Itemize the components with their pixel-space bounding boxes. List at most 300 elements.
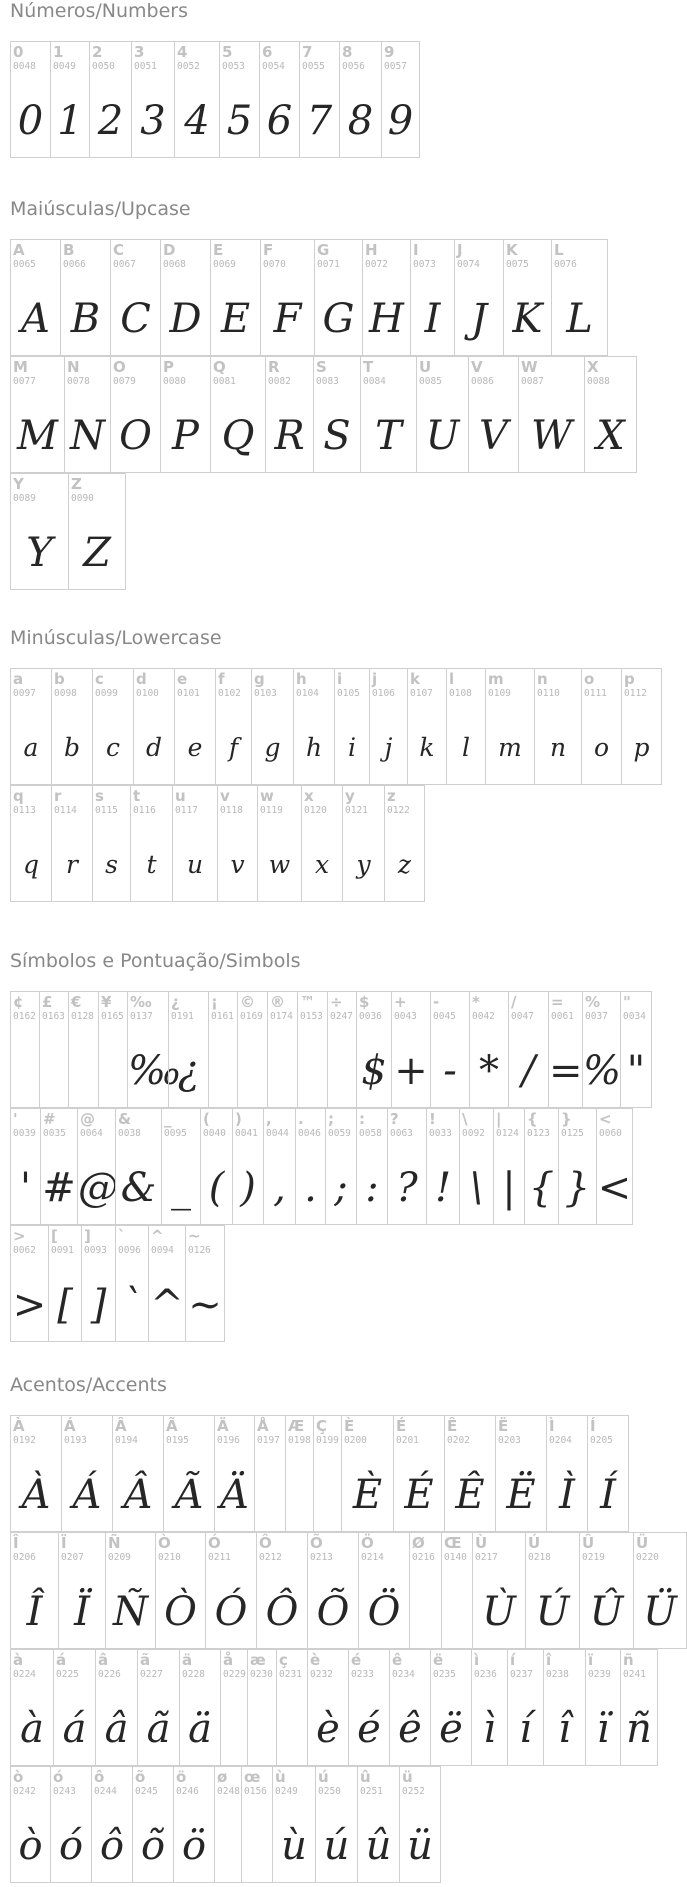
glyph-cell xyxy=(558,1108,596,1225)
glyph-sample: Õ xyxy=(316,1589,350,1635)
character-label: ¢ xyxy=(13,993,24,1011)
character-label: . xyxy=(298,1110,304,1128)
character-code: 0102 xyxy=(218,688,241,699)
character-code: 0053 xyxy=(222,61,245,72)
character-code: 0244 xyxy=(94,1786,117,1797)
glyph-cell xyxy=(393,1415,444,1532)
character-code: 0079 xyxy=(113,376,136,387)
section xyxy=(0,950,646,1328)
character-code: 0060 xyxy=(599,1128,622,1139)
glyph-sample: à xyxy=(20,1706,44,1752)
character-code: 0213 xyxy=(310,1552,333,1563)
glyph-sample: " xyxy=(626,1048,646,1094)
character-label: : xyxy=(359,1110,365,1128)
glyph-sample: Ù xyxy=(482,1589,516,1635)
character-label: Q xyxy=(213,358,226,376)
glyph-cell xyxy=(10,668,51,785)
glyph-sample: W xyxy=(530,413,573,459)
character-label: x xyxy=(304,787,314,805)
character-code: 0101 xyxy=(177,688,200,699)
glyph-sample: E xyxy=(220,296,251,342)
glyph-cell xyxy=(210,239,260,356)
character-code: 0100 xyxy=(136,688,159,699)
glyph-cell xyxy=(185,1225,225,1342)
glyph-cell xyxy=(495,1415,546,1532)
glyph-cell xyxy=(137,1649,179,1766)
glyph-cell xyxy=(174,668,215,785)
character-label: H xyxy=(365,241,378,259)
glyph-cell xyxy=(339,41,381,158)
character-label: Ï xyxy=(61,1534,67,1552)
character-label: @ xyxy=(80,1110,95,1128)
glyph-sample: k xyxy=(419,733,435,762)
glyph-sample: } xyxy=(564,1165,591,1211)
character-label: Ù xyxy=(475,1534,488,1552)
glyph-sample: á xyxy=(62,1706,87,1752)
character-label: ; xyxy=(328,1110,334,1128)
glyph-cell xyxy=(369,668,407,785)
glyph-grid xyxy=(10,1415,687,1883)
character-code: 0077 xyxy=(13,376,36,387)
character-code: 0033 xyxy=(429,1128,452,1139)
glyph-sample: ! xyxy=(434,1165,452,1211)
glyph-sample: $ xyxy=(361,1048,387,1094)
character-code: 0124 xyxy=(496,1128,519,1139)
character-code: 0239 xyxy=(588,1669,611,1680)
glyph-cell xyxy=(446,668,485,785)
glyph-sample: Ñ xyxy=(113,1589,148,1635)
character-label: 7 xyxy=(302,43,313,61)
character-label: ì xyxy=(474,1651,480,1669)
glyph-cell xyxy=(267,991,297,1108)
glyph-cell xyxy=(232,1108,263,1225)
glyph-cell xyxy=(115,1108,161,1225)
character-label: ï xyxy=(588,1651,594,1669)
character-label: t xyxy=(133,787,141,805)
glyph-sample: ú xyxy=(323,1823,350,1869)
section-title: Minúsculas/Lowercase xyxy=(10,627,222,649)
character-label: W xyxy=(521,358,538,376)
glyph-row xyxy=(10,991,652,1108)
character-label: Ñ xyxy=(108,1534,121,1552)
glyph-cell xyxy=(468,356,518,473)
glyph-cell xyxy=(384,785,425,902)
section-title: Símbolos e Pontuação/Simbols xyxy=(10,950,301,972)
character-label: ü xyxy=(402,1768,413,1786)
character-label: á xyxy=(56,1651,67,1669)
glyph-sample: g xyxy=(264,733,281,762)
glyph-cell xyxy=(596,1108,633,1225)
character-code: 0062 xyxy=(13,1245,36,1256)
glyph-sample: ô xyxy=(99,1823,125,1869)
character-code: 0097 xyxy=(13,688,36,699)
character-label: B xyxy=(63,241,75,259)
glyph-cell xyxy=(503,239,551,356)
character-label: õ xyxy=(135,1768,146,1786)
glyph-sample: ? xyxy=(396,1165,418,1211)
character-label: I xyxy=(413,241,419,259)
character-label: Û xyxy=(582,1534,595,1552)
character-label: Â xyxy=(115,1417,127,1435)
glyph-cell xyxy=(263,1108,295,1225)
glyph-sample: 5 xyxy=(226,98,253,144)
character-label: ] xyxy=(84,1227,91,1245)
character-label: Ã xyxy=(166,1417,178,1435)
glyph-sample: R xyxy=(274,413,305,459)
glyph-sample: ã xyxy=(146,1706,171,1752)
glyph-sample: ù xyxy=(281,1823,307,1869)
character-label: * xyxy=(472,993,480,1011)
glyph-row xyxy=(10,1415,687,1532)
character-code: 0248 xyxy=(217,1786,240,1797)
glyph-cell xyxy=(130,785,172,902)
character-label: ó xyxy=(53,1768,64,1786)
character-label: œ xyxy=(244,1768,261,1786)
character-code: 0080 xyxy=(163,376,186,387)
character-label: l xyxy=(449,670,455,688)
character-code: 0118 xyxy=(220,805,243,816)
glyph-sample: _ xyxy=(171,1165,191,1211)
glyph-sample: : xyxy=(365,1165,379,1211)
character-label: v xyxy=(220,787,230,805)
glyph-sample: Ó xyxy=(214,1589,248,1635)
glyph-sample: 1 xyxy=(57,98,83,144)
glyph-sample: T xyxy=(375,413,402,459)
character-code: 0156 xyxy=(244,1786,267,1797)
character-code: 0048 xyxy=(13,61,36,72)
character-code: 0220 xyxy=(636,1552,659,1563)
glyph-cell xyxy=(360,356,416,473)
character-code: 0116 xyxy=(133,805,156,816)
character-label: ® xyxy=(270,993,285,1011)
character-code: 0201 xyxy=(396,1435,419,1446)
glyph-sample: w xyxy=(268,850,291,879)
glyph-sample: ä xyxy=(188,1706,212,1752)
character-code: 0038 xyxy=(118,1128,141,1139)
glyph-cell xyxy=(92,668,133,785)
glyph-sample: y xyxy=(356,850,371,879)
glyph-cell xyxy=(307,1649,348,1766)
glyph-sample: C xyxy=(120,296,151,342)
character-code: 0057 xyxy=(384,61,407,72)
section-title: Números/Numbers xyxy=(10,0,188,22)
character-label: Ë xyxy=(498,1417,509,1435)
glyph-cell xyxy=(205,1532,256,1649)
character-label: ' xyxy=(13,1110,18,1128)
character-label: Ô xyxy=(259,1534,272,1552)
character-label: a xyxy=(13,670,24,688)
character-code: 0049 xyxy=(53,61,76,72)
glyph-sample: 7 xyxy=(306,98,333,144)
glyph-cell xyxy=(51,668,92,785)
glyph-sample: 3 xyxy=(140,98,166,144)
character-label: Z xyxy=(71,475,82,493)
character-code: 0099 xyxy=(95,688,118,699)
character-label: h xyxy=(296,670,307,688)
character-code: 0119 xyxy=(260,805,283,816)
glyph-cell xyxy=(210,356,265,473)
character-label: > xyxy=(13,1227,26,1245)
character-code: 0123 xyxy=(527,1128,550,1139)
character-label: Ø xyxy=(412,1534,425,1552)
glyph-row xyxy=(10,1108,652,1225)
character-code: 0046 xyxy=(298,1128,321,1139)
glyph-cell xyxy=(314,239,362,356)
character-code: 0250 xyxy=(318,1786,341,1797)
glyph-cell xyxy=(430,1649,471,1766)
glyph-cell xyxy=(160,239,210,356)
character-code: 0218 xyxy=(528,1552,551,1563)
character-label: © xyxy=(240,993,255,1011)
glyph-cell xyxy=(348,1649,389,1766)
character-label: í xyxy=(510,1651,516,1669)
glyph-sample: Ã xyxy=(174,1472,204,1518)
character-code: 0091 xyxy=(51,1245,74,1256)
glyph-sample: Z xyxy=(83,530,111,576)
glyph-cell xyxy=(133,668,174,785)
character-label: # xyxy=(43,1110,56,1128)
character-label: Ì xyxy=(549,1417,555,1435)
character-label: ö xyxy=(176,1768,187,1786)
glyph-cell xyxy=(214,1415,254,1532)
character-label: ? xyxy=(390,1110,399,1128)
glyph-cell xyxy=(485,668,534,785)
glyph-cell xyxy=(518,356,584,473)
glyph-sample: n xyxy=(549,733,567,762)
glyph-cell xyxy=(444,1415,495,1532)
glyph-cell xyxy=(48,1225,81,1342)
character-code: 0104 xyxy=(296,688,319,699)
glyph-sample: Û xyxy=(589,1589,624,1635)
glyph-sample: ‰ xyxy=(128,1048,182,1094)
glyph-sample: ' xyxy=(20,1165,31,1211)
glyph-row xyxy=(10,785,662,902)
glyph-cell xyxy=(89,41,131,158)
character-label: ~ xyxy=(188,1227,201,1245)
character-code: 0233 xyxy=(351,1669,374,1680)
glyph-cell xyxy=(241,1766,272,1883)
character-label: È xyxy=(344,1417,355,1435)
glyph-sample: J xyxy=(470,296,488,342)
glyph-sample: ¿ xyxy=(177,1048,200,1094)
character-label: i xyxy=(337,670,343,688)
character-code: 0241 xyxy=(623,1669,646,1680)
glyph-cell xyxy=(64,356,110,473)
glyph-row xyxy=(10,668,662,785)
character-label: ê xyxy=(392,1651,403,1669)
glyph-cell xyxy=(92,785,130,902)
glyph-sample: 2 xyxy=(97,98,124,144)
glyph-sample: a xyxy=(23,733,39,762)
character-label: g xyxy=(254,670,265,688)
glyph-cell xyxy=(389,1649,430,1766)
character-label: ` xyxy=(118,1227,126,1245)
character-code: 0229 xyxy=(223,1669,246,1680)
glyph-sample: Î xyxy=(26,1589,43,1635)
glyph-sample: i xyxy=(348,733,356,762)
character-code: 0085 xyxy=(419,376,442,387)
character-label: U xyxy=(419,358,432,376)
character-code: 0165 xyxy=(101,1011,124,1022)
character-code: 0192 xyxy=(13,1435,36,1446)
glyph-cell xyxy=(173,1766,214,1883)
glyph-cell xyxy=(325,1108,356,1225)
glyph-cell xyxy=(543,1649,585,1766)
character-code: 0200 xyxy=(344,1435,367,1446)
character-label: ã xyxy=(140,1651,151,1669)
character-code: 0051 xyxy=(134,61,157,72)
character-label: Æ xyxy=(288,1417,305,1435)
glyph-sample: Y xyxy=(26,530,53,576)
character-code: 0174 xyxy=(270,1011,293,1022)
character-label: ) xyxy=(235,1110,242,1128)
character-label: b xyxy=(54,670,65,688)
character-label: â xyxy=(98,1651,109,1669)
glyph-sample: ; xyxy=(334,1165,348,1211)
glyph-cell xyxy=(10,1415,61,1532)
glyph-cell xyxy=(163,1415,214,1532)
character-label: r xyxy=(54,787,62,805)
glyph-sample: U xyxy=(425,413,460,459)
glyph-cell xyxy=(265,356,313,473)
character-label: ! xyxy=(429,1110,436,1128)
glyph-sample: ó xyxy=(58,1823,84,1869)
glyph-sample: p xyxy=(633,733,650,762)
character-label: y xyxy=(345,787,355,805)
glyph-cell xyxy=(51,785,92,902)
character-label: S xyxy=(316,358,327,376)
character-code: 0072 xyxy=(365,259,388,270)
glyph-cell xyxy=(10,41,50,158)
character-code: 0045 xyxy=(433,1011,456,1022)
glyph-sample: s xyxy=(105,850,118,879)
glyph-sample: û xyxy=(365,1823,392,1869)
glyph-cell xyxy=(10,1766,50,1883)
glyph-cell xyxy=(469,991,508,1108)
character-label: ò xyxy=(13,1768,24,1786)
glyph-cell xyxy=(525,1532,579,1649)
character-code: 0094 xyxy=(151,1245,174,1256)
glyph-cell xyxy=(342,785,384,902)
glyph-cell xyxy=(215,668,251,785)
character-label: 3 xyxy=(134,43,145,61)
glyph-sample: ë xyxy=(439,1706,463,1752)
character-code: 0161 xyxy=(211,1011,234,1022)
character-label: D xyxy=(163,241,176,259)
glyph-cell xyxy=(426,1108,459,1225)
glyph-cell xyxy=(131,41,174,158)
glyph-cell xyxy=(341,1415,393,1532)
glyph-cell xyxy=(172,785,217,902)
glyph-sample: q xyxy=(22,850,39,879)
character-label: E xyxy=(213,241,224,259)
character-label: z xyxy=(387,787,396,805)
glyph-grid xyxy=(10,41,420,158)
glyph-sample: h xyxy=(305,733,323,762)
glyph-cell xyxy=(50,1766,91,1883)
glyph-grid xyxy=(10,991,652,1342)
character-code: 0063 xyxy=(390,1128,413,1139)
glyph-cell xyxy=(582,991,620,1108)
glyph-cell xyxy=(315,1766,357,1883)
character-code: 0228 xyxy=(182,1669,205,1680)
character-code: 0075 xyxy=(506,259,529,270)
glyph-cell xyxy=(148,1225,185,1342)
glyph-row xyxy=(10,239,637,356)
character-code: 0197 xyxy=(257,1435,280,1446)
glyph-cell xyxy=(441,1532,472,1649)
character-label: à xyxy=(13,1651,24,1669)
character-label: Î xyxy=(13,1534,19,1552)
character-code: 0202 xyxy=(447,1435,470,1446)
glyph-cell xyxy=(179,1649,220,1766)
character-label: î xyxy=(546,1651,552,1669)
character-code: 0041 xyxy=(235,1128,258,1139)
glyph-cell xyxy=(579,1532,633,1649)
character-label: & xyxy=(118,1110,132,1128)
glyph-cell xyxy=(110,239,160,356)
glyph-cell xyxy=(416,356,468,473)
character-label: Ê xyxy=(447,1417,458,1435)
character-label: Í xyxy=(590,1417,596,1435)
character-label: ç xyxy=(279,1651,288,1669)
character-code: 0107 xyxy=(410,688,433,699)
glyph-cell xyxy=(10,356,64,473)
character-code: 0225 xyxy=(56,1669,79,1680)
glyph-sample: . xyxy=(304,1165,317,1211)
glyph-sample: 6 xyxy=(266,98,293,144)
character-label: _ xyxy=(164,1110,172,1128)
character-label: e xyxy=(177,670,188,688)
glyph-sample: V xyxy=(479,413,508,459)
character-label: É xyxy=(396,1417,407,1435)
glyph-cell xyxy=(276,1649,307,1766)
glyph-cell xyxy=(208,991,237,1108)
character-label: T xyxy=(363,358,374,376)
glyph-row xyxy=(10,1225,652,1342)
glyph-cell xyxy=(77,1108,118,1225)
character-label: ÷ xyxy=(330,993,343,1011)
glyph-sample: Ö xyxy=(367,1589,401,1635)
character-code: 0096 xyxy=(118,1245,141,1256)
glyph-sample: I xyxy=(424,296,441,342)
glyph-sample: * xyxy=(479,1048,499,1094)
character-code: 0109 xyxy=(488,688,511,699)
character-code: 0246 xyxy=(176,1786,199,1797)
character-code: 0117 xyxy=(175,805,198,816)
character-label: % xyxy=(585,993,601,1011)
character-code: 0082 xyxy=(268,376,291,387)
character-code: 0071 xyxy=(317,259,340,270)
character-label: ô xyxy=(94,1768,105,1786)
glyph-sample: Í xyxy=(600,1472,616,1518)
character-label: w xyxy=(260,787,274,805)
character-label: Ä xyxy=(217,1417,229,1435)
glyph-row xyxy=(10,1649,687,1766)
character-code: 0242 xyxy=(13,1786,36,1797)
character-code: 0034 xyxy=(623,1011,646,1022)
glyph-sample: í xyxy=(519,1706,532,1752)
character-code: 0078 xyxy=(67,376,90,387)
character-label: å xyxy=(223,1651,234,1669)
glyph-cell xyxy=(585,1649,620,1766)
glyph-cell xyxy=(260,239,314,356)
glyph-cell xyxy=(132,1766,173,1883)
glyph-cell xyxy=(534,668,581,785)
glyph-cell xyxy=(409,1532,441,1649)
character-label: p xyxy=(624,670,635,688)
character-code: 0113 xyxy=(13,805,36,816)
